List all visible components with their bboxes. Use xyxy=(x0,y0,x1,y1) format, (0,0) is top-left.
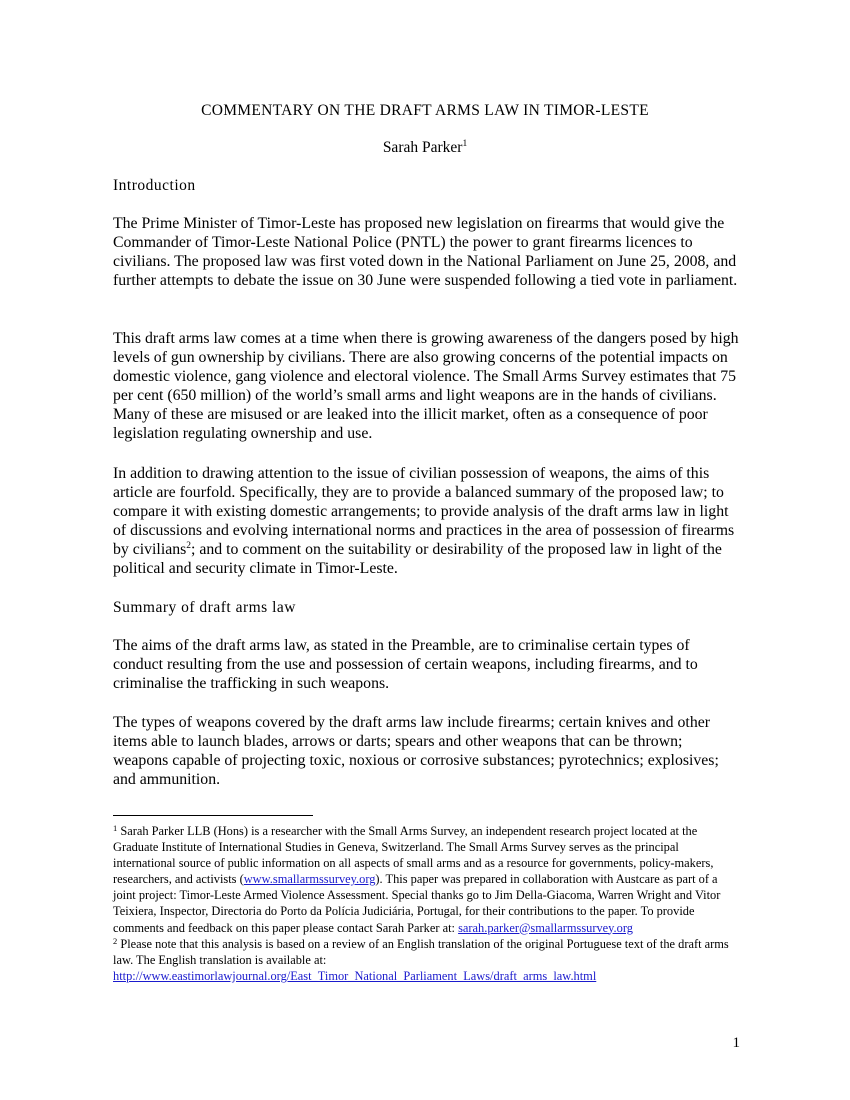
page-number: 1 xyxy=(732,1035,740,1051)
footnote-1-text-cont: ). This paper was prepared in collaboration with Austcare as part of a joint project: Timor-Leste Armed Violence Assessment. Special thanks go to Jim Della-Giacoma, Warren Wright and Vitor Teixiera, Inspector, Directoria do Porto da Polícia Judiciária, Portugal, for their contributions to the paper. To provide comments and feedback on this paper please contact Sarah Parker at: xyxy=(113,872,721,935)
section-heading-summary: Summary of draft arms law xyxy=(113,599,296,616)
survey-website-link[interactable]: www.smallarmssurvey.org xyxy=(243,872,376,887)
paragraph-intro-1: The Prime Minister of Timor-Leste has proposed new legislation on firearms that would give the Commander of Timor-Leste National Police (PNTL) the power to grant firearms licences to civilians. The proposed law was first voted down in the National Parliament on June 25, 2008, and further attempts to debate the issue on 30 June were suspended following a tied vote in parliament. xyxy=(113,215,738,290)
footnote-2 xyxy=(113,936,743,984)
footnote-2-text: Please note that this analysis is based on a review of an English translation of the original Portuguese text of the draft arms law. The English translation is available at: xyxy=(113,936,729,967)
paragraph-summary-1: The aims of the draft arms law, as stated in the Preamble, are to criminalise certain types of conduct resulting from the use and possession of certain weapons, including firearms, and to criminalise the trafficking in such weapons. xyxy=(113,637,698,693)
section-heading-introduction: Introduction xyxy=(113,177,196,194)
author-line xyxy=(0,138,850,158)
footnote-1-text: Sarah Parker LLB (Hons) is a researcher with the Small Arms Survey, an independent research project located at the Graduate Institute of International Studies in Geneva, Switzerland. The Small Arms Survey serves as the principal international source of public information on all aspects of small arms and as a resource for governments, policy-makers, researchers, and activists ( xyxy=(113,824,714,887)
author-email-link[interactable]: sarah.parker@smallarmssurvey.org xyxy=(458,920,633,935)
footnote-ref-1[interactable]: 1 xyxy=(462,139,468,149)
translation-link[interactable]: http://www.eastimorlawjournal.org/East_Timor_National_Parliament_Laws/draft_arms_law.html xyxy=(113,968,597,983)
paragraph-intro-3 xyxy=(113,464,741,579)
footnote-marker-1: 1 xyxy=(113,823,118,833)
paragraph-aims-text-cont: ; and to comment on the suitability or desirability of the proposed law in light of the political and security climate in Timor-Leste. xyxy=(113,541,722,578)
footnotes xyxy=(113,823,743,984)
author-name: Sarah Parker xyxy=(382,139,463,156)
footnote-ref-2[interactable]: 2 xyxy=(186,541,192,552)
document-title: COMMENTARY ON THE DRAFT ARMS LAW IN TIMOR-LESTE xyxy=(201,102,649,119)
paragraph-aims-text: In addition to drawing attention to the issue of civilian possession of weapons, the aims of this article are fourfold. Specifically, they are to provide a balanced summary of the proposed law; to compare it with existing domestic arrangements; to provide analysis of the draft arms law in light of discussions and evolving international norms and practices in the area of possession of firearms by civilians xyxy=(113,465,735,559)
paragraph-summary-2: The types of weapons covered by the draft arms law include firearms; certain knives and other items able to launch blades, arrows or darts; spears and other weapons that can be thrown; weapons capable of projecting toxic, noxious or corrosive substances; pyrotechnics; explosives; and ammunition. xyxy=(113,714,719,789)
footnote-divider xyxy=(113,815,313,816)
paragraph-intro-2: This draft arms law comes at a time when there is growing awareness of the dangers posed by high levels of gun ownership by civilians. There are also growing concerns of the potential impacts on domestic violence, gang violence and electoral violence. The Small Arms Survey estimates that 75 per cent (650 million) of the world’s small arms and light weapons are in the hands of civilians. Many of these are misused or are leaked into the illicit market, often as a consequence of poor legislation regulating ownership and use. xyxy=(113,330,739,443)
footnote-1 xyxy=(113,823,743,936)
footnote-marker-2: 2 xyxy=(113,935,118,946)
